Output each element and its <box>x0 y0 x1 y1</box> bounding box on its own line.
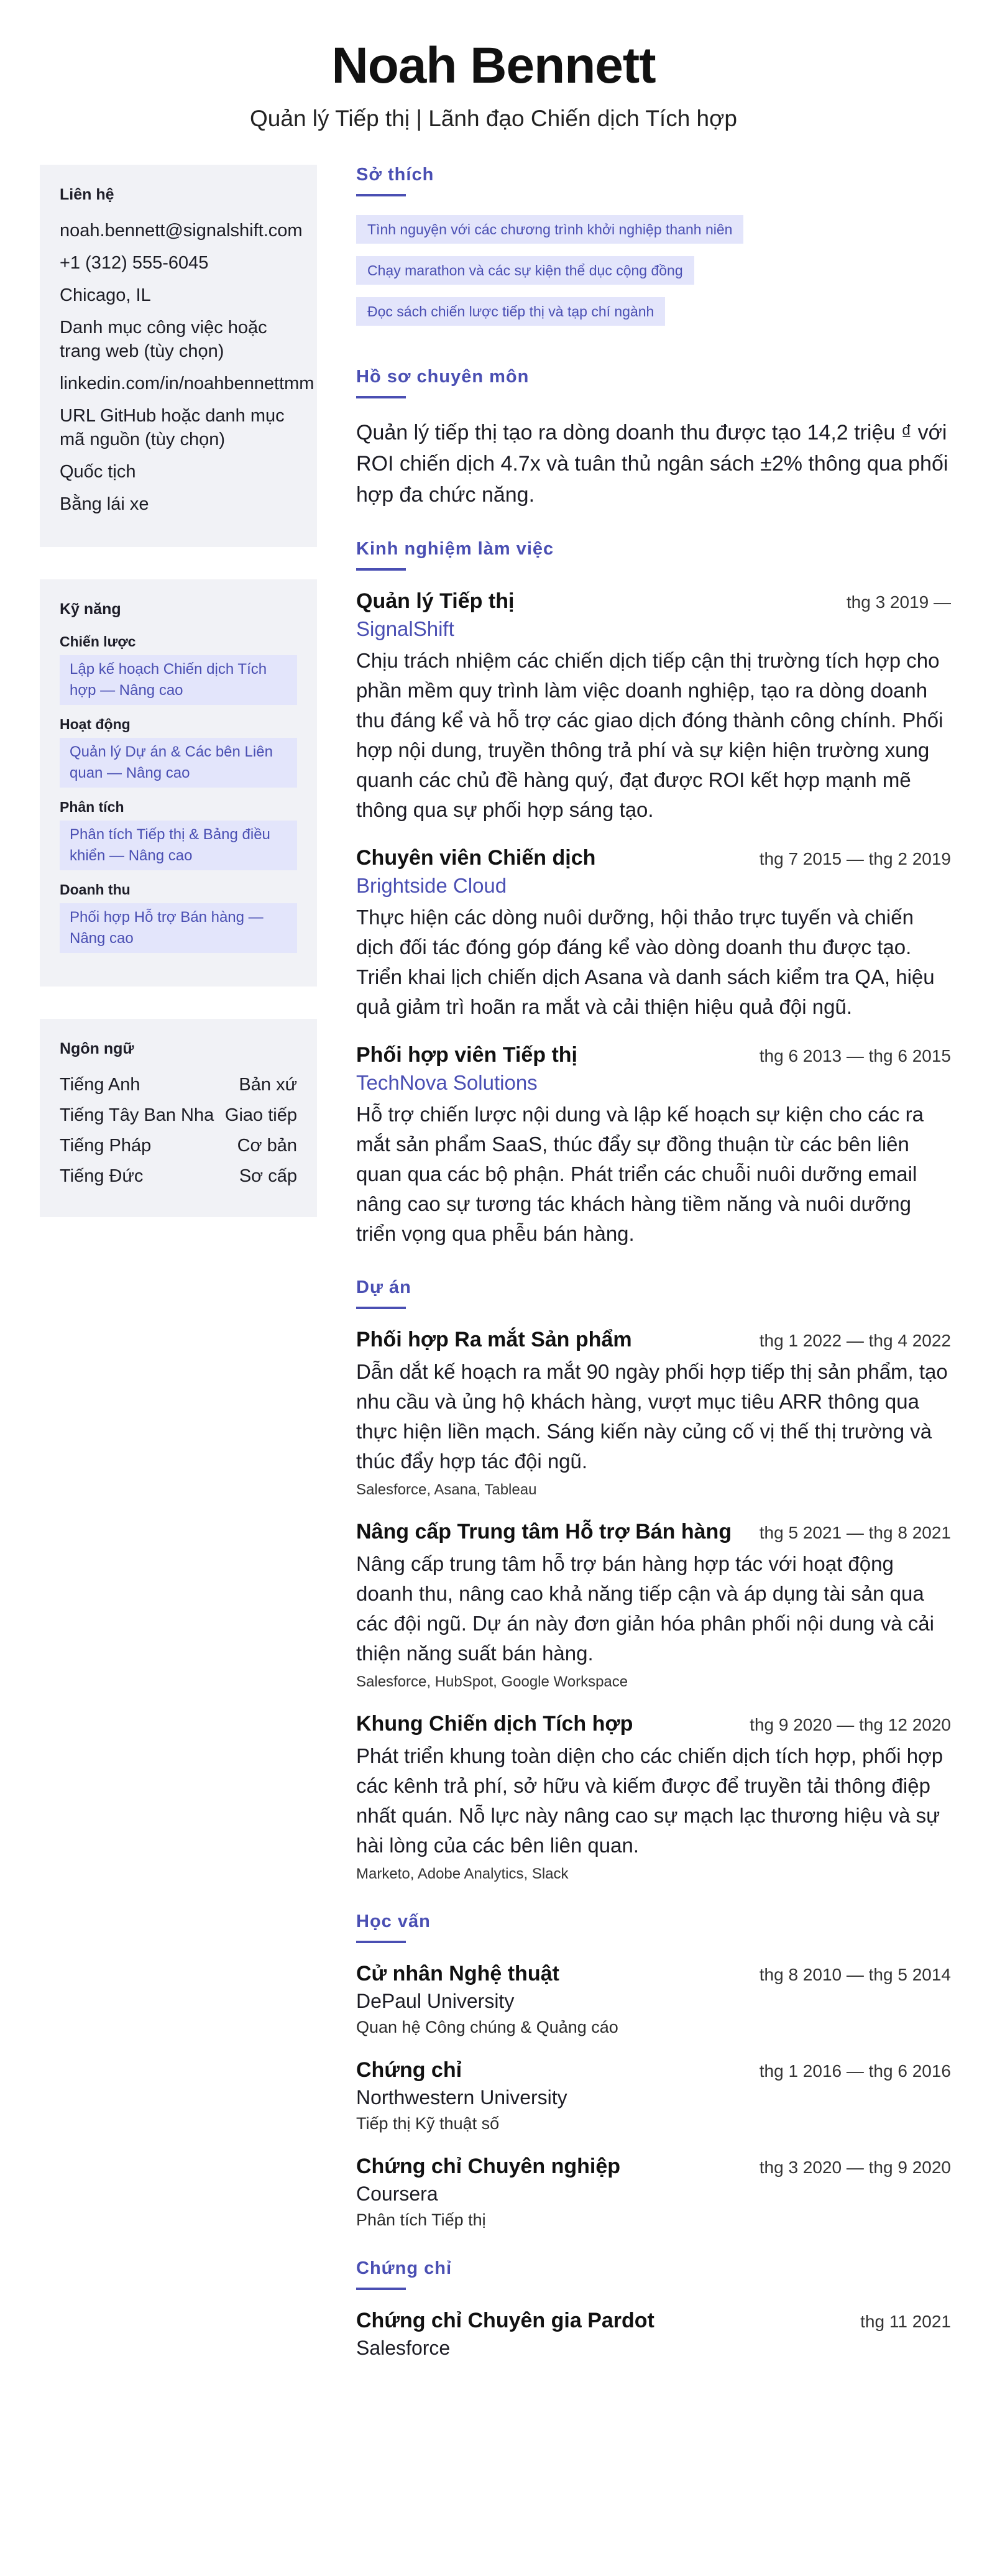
contact-phone: +1 (312) 555-6045 <box>60 253 209 273</box>
main-column <box>356 165 951 2388</box>
job-dates: thg 6 2013 — thg 6 2015 <box>759 1046 951 1065</box>
school-name: DePaul University <box>356 1990 515 2012</box>
sidebar <box>40 165 317 1249</box>
interests-section <box>356 165 951 338</box>
certification-entry <box>356 2309 951 2360</box>
experience-heading: Kinh nghiệm làm việc <box>356 539 554 559</box>
project-name: Phối hợp Ra mắt Sản phẩm <box>356 1328 632 1351</box>
job-dates: thg 3 2019 — <box>846 592 951 612</box>
projects-section <box>356 1277 951 1883</box>
language-name: Tiếng Pháp <box>60 1136 152 1156</box>
experience-entry <box>356 589 951 825</box>
contact-nationality: Quốc tịch <box>60 462 136 482</box>
skill-category: Phân tích <box>60 799 124 815</box>
language-level: Giao tiếp <box>224 1105 297 1125</box>
certification-name: Chứng chỉ Chuyên gia Pardot <box>356 2309 654 2332</box>
skill-category: Hoạt động <box>60 716 131 732</box>
skill-group <box>60 799 297 870</box>
language-name: Tiếng Anh <box>60 1075 140 1095</box>
education-section <box>356 1911 951 2230</box>
profile-heading: Hồ sơ chuyên môn <box>356 367 530 387</box>
job-description: Hỗ trợ chiến lược nội dung và lập kế hoạch sự kiện cho các ra mắt sản phẩm SaaS, thúc đẩy sự đồng thuận từ các bên liên quan qua các bộ phận. Phát triển các chuỗi nuôi dưỡng email nâng cao sự tương tác khách hàng tiềm năng và nuôi dưỡng triển vọng qua phễu bán hàng. <box>356 1103 924 1245</box>
company-name: TechNova Solutions <box>356 1071 538 1094</box>
job-description: Chịu trách nhiệm các chiến dịch tiếp cận thị trường tích hợp cho phần mềm quy trình làm việc doanh nghiệp, tạo ra dòng doanh thu đáng kể và hỗ trợ các giao dịch đóng thành công chính. Phối hợp nội dung, truyền thông trả phí và sự kiện hiện trường xung quanh các chủ đề hàng quý, đạt được ROI kết hợp mạnh mẽ thông qua sự phối hợp sáng tạo. <box>356 649 943 821</box>
job-dates: thg 7 2015 — thg 2 2019 <box>759 849 951 868</box>
skill-category: Chiến lược <box>60 633 136 650</box>
skill-chip: Phân tích Tiếp thị & Bảng điều khiển — Nâng cao <box>60 821 297 870</box>
job-title: Chuyên viên Chiến dịch <box>356 846 596 870</box>
project-name: Khung Chiến dịch Tích hợp <box>356 1712 633 1736</box>
contact-portfolio: Danh mục công việc hoặc trang web (tùy chọn) <box>60 318 267 361</box>
contact-driving-license: Bằng lái xe <box>60 494 149 514</box>
project-description: Dẫn dắt kế hoạch ra mắt 90 ngày phối hợp tiếp thị sản phẩm, tạo nhu cầu và ủng hộ khách hàng, vượt mục tiêu ARR thông qua thực hiện liền mạch. Sáng kiến này củng cố vị thế thị trường và thúc đẩy hợp tác đội ngũ. <box>356 1360 948 1473</box>
language-row <box>60 1103 297 1127</box>
skills-card <box>40 579 317 987</box>
section-divider <box>356 568 406 571</box>
certification-issuer: Salesforce <box>356 2337 451 2359</box>
project-tools: Marketo, Adobe Analytics, Slack <box>356 1865 569 1882</box>
project-entry <box>356 1520 951 1691</box>
contact-email: noah.bennett@signalshift.com <box>60 221 303 241</box>
project-tools: Salesforce, Asana, Tableau <box>356 1481 537 1498</box>
job-title: Quản lý Tiếp thị <box>356 589 515 613</box>
education-entry <box>356 2058 951 2133</box>
job-description: Thực hiện các dòng nuôi dưỡng, hội thảo trực tuyến và chiến dịch đối tác đóng góp đáng kể vào dòng doanh thu được tạo. Triển khai lịch chiến dịch Asana và danh sách kiểm tra QA, hiệu quả giảm trì hoãn ra mắt và cải thiện hiệu quả đội ngũ. <box>356 906 935 1018</box>
interest-chip: Chạy marathon và các sự kiện thể dục cộng đồng <box>356 256 694 285</box>
skill-chip: Quản lý Dự án & Các bên Liên quan — Nâng cao <box>60 738 297 788</box>
education-entry <box>356 2155 951 2230</box>
interest-chip: Đọc sách chiến lược tiếp thị và tạp chí ngành <box>356 297 665 326</box>
language-row <box>60 1164 297 1188</box>
language-name: Tiếng Tây Ban Nha <box>60 1105 214 1125</box>
field-of-study: Quan hệ Công chúng & Quảng cáo <box>356 2018 618 2036</box>
language-level: Cơ bản <box>237 1136 297 1156</box>
profile-summary: Quản lý tiếp thị tạo ra dòng doanh thu được tạo 14,2 triệu ₫ với ROI chiến dịch 4.7x và tuân thủ ngân sách ±2% thông qua phối hợp đa chức năng. <box>356 421 948 507</box>
language-row <box>60 1073 297 1097</box>
field-of-study: Phân tích Tiếp thị <box>356 2210 486 2229</box>
section-divider <box>356 194 406 196</box>
contact-card <box>40 165 317 547</box>
section-divider <box>356 396 406 398</box>
school-name: Coursera <box>356 2183 438 2205</box>
contact-github: URL GitHub hoặc danh mục mã nguồn (tùy chọn) <box>60 406 285 449</box>
certification-date: thg 11 2021 <box>860 2312 951 2331</box>
section-divider <box>356 2288 406 2290</box>
contact-linkedin: linkedin.com/in/noahbennettmm <box>60 374 314 393</box>
project-tools: Salesforce, HubSpot, Google Workspace <box>356 1673 628 1690</box>
project-entry <box>356 1328 951 1499</box>
languages-title: Ngôn ngữ <box>60 1040 134 1057</box>
project-dates: thg 9 2020 — thg 12 2020 <box>750 1715 951 1734</box>
education-dates: thg 8 2010 — thg 5 2014 <box>759 1965 951 1984</box>
degree-name: Chứng chỉ <box>356 2058 462 2082</box>
candidate-headline: Quản lý Tiếp thị | Lãnh đạo Chiến dịch Tích hợp <box>250 106 737 131</box>
interests-list <box>356 215 951 338</box>
language-level: Bản xứ <box>239 1075 297 1095</box>
skill-chip: Lập kế hoạch Chiến dịch Tích hợp — Nâng cao <box>60 655 297 705</box>
interest-chip: Tình nguyện với các chương trình khởi nghiệp thanh niên <box>356 215 743 244</box>
project-name: Nâng cấp Trung tâm Hỗ trợ Bán hàng <box>356 1520 732 1543</box>
certifications-section <box>356 2258 951 2360</box>
contact-title: Liên hệ <box>60 186 114 203</box>
language-row <box>60 1134 297 1157</box>
project-description: Nâng cấp trung tâm hỗ trợ bán hàng hợp tác với hoạt động doanh thu, nâng cao khả năng tiếp cận và áp dụng tài sản qua các đội ngũ. Dự án này đơn giản hóa phân phối nội dung và cải thiện năng suất bán hàng. <box>356 1552 934 1665</box>
certifications-heading: Chứng chỉ <box>356 2258 452 2278</box>
degree-name: Chứng chỉ Chuyên nghiệp <box>356 2155 621 2178</box>
school-name: Northwestern University <box>356 2086 567 2109</box>
education-dates: thg 1 2016 — thg 6 2016 <box>759 2061 951 2081</box>
language-name: Tiếng Đức <box>60 1166 144 1186</box>
section-divider <box>356 1941 406 1943</box>
language-level: Sơ cấp <box>239 1166 297 1186</box>
languages-card <box>40 1019 317 1217</box>
experience-entry <box>356 846 951 1022</box>
education-heading: Học vấn <box>356 1911 431 1931</box>
skill-group <box>60 881 297 953</box>
resume-header <box>0 0 987 133</box>
job-title: Phối hợp viên Tiếp thị <box>356 1043 578 1067</box>
project-description: Phát triển khung toàn diện cho các chiến dịch tích hợp, phối hợp các kênh trả phí, sở hữu và kiếm được để truyền tải thông điệp nhất quán. Nỗ lực này nâng cao sự mạch lạc thương hiệu và sự hài lòng của các bên liên quan. <box>356 1744 943 1857</box>
projects-heading: Dự án <box>356 1277 411 1297</box>
project-dates: thg 1 2022 — thg 4 2022 <box>759 1331 951 1350</box>
education-dates: thg 3 2020 — thg 9 2020 <box>759 2158 951 2177</box>
skill-group <box>60 716 297 788</box>
company-name: SignalShift <box>356 617 454 640</box>
experience-section <box>356 539 951 1249</box>
degree-name: Cử nhân Nghệ thuật <box>356 1962 559 1985</box>
skills-title: Kỹ năng <box>60 600 121 618</box>
project-entry <box>356 1712 951 1883</box>
skill-group <box>60 633 297 705</box>
skill-chip: Phối hợp Hỗ trợ Bán hàng — Nâng cao <box>60 903 297 953</box>
education-entry <box>356 1962 951 2037</box>
skill-category: Doanh thu <box>60 881 131 898</box>
field-of-study: Tiếp thị Kỹ thuật số <box>356 2114 500 2133</box>
experience-entry <box>356 1043 951 1249</box>
section-divider <box>356 1307 406 1309</box>
project-dates: thg 5 2021 — thg 8 2021 <box>759 1523 951 1542</box>
profile-section <box>356 367 951 510</box>
company-name: Brightside Cloud <box>356 874 507 897</box>
contact-location: Chicago, IL <box>60 285 151 305</box>
interests-heading: Sở thích <box>356 165 434 185</box>
candidate-name: Noah Bennett <box>331 37 656 94</box>
